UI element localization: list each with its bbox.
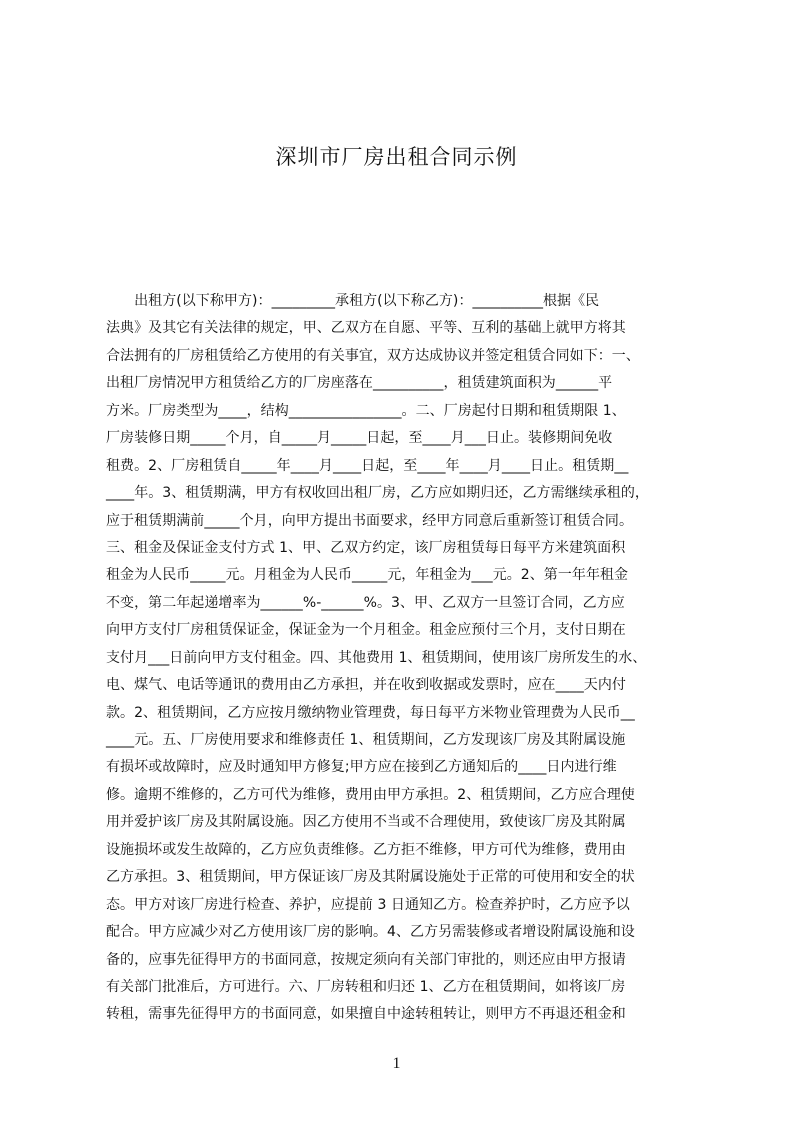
body-line: 三、租金及保证金支付方式 1、甲、乙双方约定，该厂房租赁每日每平方米建筑面积 (106, 539, 626, 556)
body-line: 法典》及其它有关法律的规定，甲、乙双方在自愿、平等、互利的基础上就甲方将其 (106, 320, 626, 337)
body-line: 态。甲方对该厂房进行检查、养护，应提前 3 日通知乙方。检查养护时，乙方应予以 (106, 896, 630, 913)
body-line: 不变，第二年起递增率为______%-______%。3、甲、乙双方一旦签订合同，乙方应 (106, 594, 625, 611)
body-line: 向甲方支付厂房租赁保证金，保证金为一个月租金。租金应预付三个月，支付日期在 (106, 622, 626, 639)
body-line: 方米。厂房类型为____，结构________________。二、厂房起付日期和租赁期限 1、 (106, 402, 626, 419)
body-line: 有关部门批准后，方可进行。六、厂房转租和归还 1、乙方在租赁期间，如将该厂房 (106, 978, 626, 995)
body-line: 租金为人民币_____元。月租金为人民币_____元，年租金为___元。2、第一年年租金 (106, 567, 629, 584)
body-line: 修。逾期不维修的，乙方可代为维修，费用由甲方承担。2、租赁期间，乙方应合理使 (106, 786, 635, 803)
body-line: 配合。甲方应减少对乙方使用该厂房的影响。4、乙方另需装修或者增设附属设施和设 (106, 924, 635, 941)
body-line: 租费。2、厂房租赁自_____年____月____日起，至____年____月____日止。租赁期__ (106, 457, 629, 474)
body-line: ____年。3、租赁期满，甲方有权收回出租厂房，乙方应如期归还，乙方需继续承租的， (106, 485, 649, 502)
body-line: ____元。五、厂房使用要求和维修责任 1、租赁期间，乙方发现该厂房及其附属设施 (106, 732, 626, 748)
contract-body (106, 288, 700, 1023)
body-line: 用并爱护该厂房及其附属设施。因乙方使用不当或不合理使用，致使该厂房及其附属 (106, 814, 626, 831)
body-line: 电、煤气、电话等通讯的费用由乙方承担，并在收到收据或发票时，应在____天内付 (106, 677, 626, 694)
body-line: 款。2、租赁期间，乙方应按月缴纳物业管理费，每日每平方米物业管理费为人民币__ (106, 704, 635, 721)
body-line: 有损坏或故障时，应及时通知甲方修复;甲方应在接到乙方通知后的____日内进行维 (106, 759, 617, 776)
body-line: 支付月___日前向甲方支付租金。四、其他费用 1、租赁期间，使用该厂房所发生的水、 (106, 649, 647, 666)
body-line: 厂房装修日期_____个月，自_____月_____日起，至____月___日止。装修期间免收 (106, 430, 613, 447)
body-line: 应于租赁期满前_____个月，向甲方提出书面要求，经甲方同意后重新签订租赁合同。 (106, 512, 633, 529)
page-number: 1 (392, 1055, 401, 1072)
body-line: 乙方承担。3、租赁期间，甲方保证该厂房及其附属设施处于正常的可使用和安全的状 (106, 869, 635, 886)
body-line: 转租，需事先征得甲方的书面同意，如果擅自中途转租转让，则甲方不再退还租金和 (106, 1006, 626, 1023)
body-line: 设施损坏或发生故障的，乙方应负责维修。乙方拒不维修，甲方可代为维修，费用由 (106, 841, 626, 858)
body-line: 合法拥有的厂房租赁给乙方使用的有关事宜，双方达成协议并签定租赁合同如下：一、 (106, 347, 640, 364)
document-title: 深圳市厂房出租合同示例 (275, 145, 518, 169)
body-line: 备的，应事先征得甲方的书面同意，按规定须向有关部门审批的，则还应由甲方报请 (106, 951, 626, 968)
body-line: 出租方(以下称甲方)：_________承租方(以下称乙方)：__________根据《民 (106, 293, 600, 309)
body-line: 出租厂房情况甲方租赁给乙方的厂房座落在__________，租赁建筑面积为______平 (106, 375, 613, 392)
